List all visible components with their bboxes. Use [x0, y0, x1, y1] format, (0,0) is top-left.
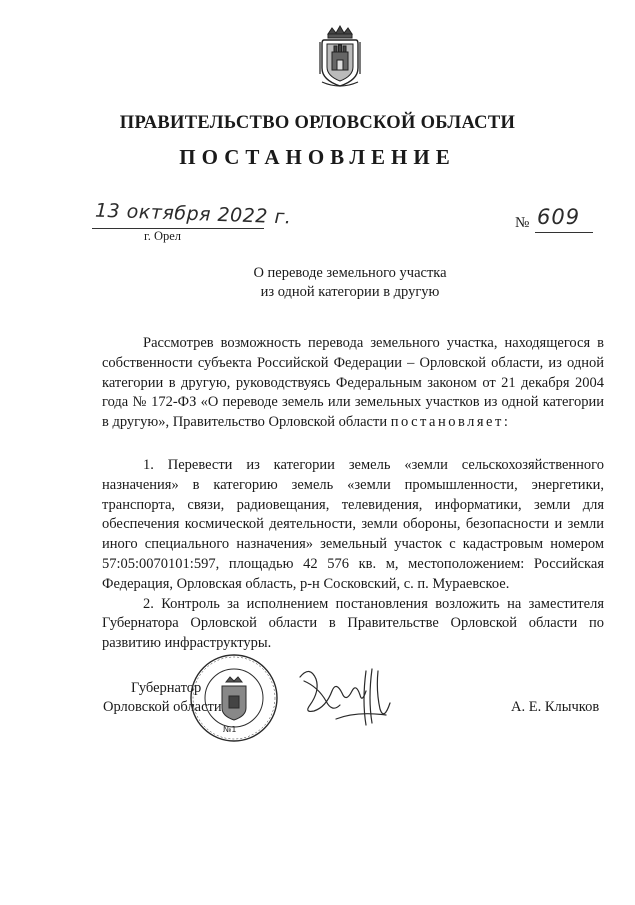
- number-underline: [535, 232, 593, 233]
- subject-line-2: из одной категории в другую: [260, 284, 440, 300]
- preamble: [102, 334, 604, 433]
- handwritten-signature-icon: [296, 661, 394, 733]
- preamble-text: [102, 334, 604, 433]
- document-number: 609: [537, 205, 581, 229]
- signatory-title-line-2: Орловской области: [103, 699, 222, 715]
- resolution-items: [102, 456, 604, 654]
- preamble-body: Рассмотрев возможность перевода земельного участка, находящегося в собственности субъекта Российской Федерации – Орловской области, из одной категории в другую, руководствуясь Федеральным законом от 21 декабря 2004 года № 172-ФЗ «О переводе земель или земельных участков из одной категории в другую», Правительство Орловской области: [102, 335, 604, 431]
- resolves-word: постановляет:: [390, 414, 511, 431]
- document-date: 13 октября 2022 г.: [94, 199, 292, 229]
- city-label: г. Орел: [144, 229, 182, 243]
- number-label: №: [515, 215, 530, 231]
- resolution-item-2: 2. Контроль за исполнением постановления возложить на заместителя Губернатора Орловской области в Правительстве Орловской области по развитию инфраструктуры.: [102, 595, 604, 652]
- government-title: ПРАВИТЕЛЬСТВО ОРЛОВСКОЙ ОБЛАСТИ: [119, 113, 516, 133]
- document-subject: [150, 264, 550, 302]
- document-type-title: ПОСТАНОВЛЕНИЕ: [179, 145, 456, 169]
- stamp-number: №1: [223, 725, 237, 734]
- signatory-title-line-1: Губернатор: [131, 680, 202, 696]
- resolution-item-1: 1. Перевести из категории земель «земли сельскохозяйственного назначения» в категорию земель «земли промышленности, энергетики, транспорта, связи, радиовещания, телевидения, информатики, земли для обеспечения космической деятельности, земли обороны, безопасности и земли иного специального назначения» земельный участок с кадастровым номером 57:05:0070101:597, площадью 42 576 кв. м, местоположением: Российская Федерация, Орловская область, р-н Сосковский, с. п. Мураевское.: [102, 457, 604, 592]
- orel-region-coat-of-arms-icon: [318, 24, 362, 90]
- official-seal-icon: [188, 652, 280, 744]
- signatory-name: А. Е. Клычков: [511, 699, 600, 715]
- subject-line-1: О переводе земельного участка: [253, 265, 447, 281]
